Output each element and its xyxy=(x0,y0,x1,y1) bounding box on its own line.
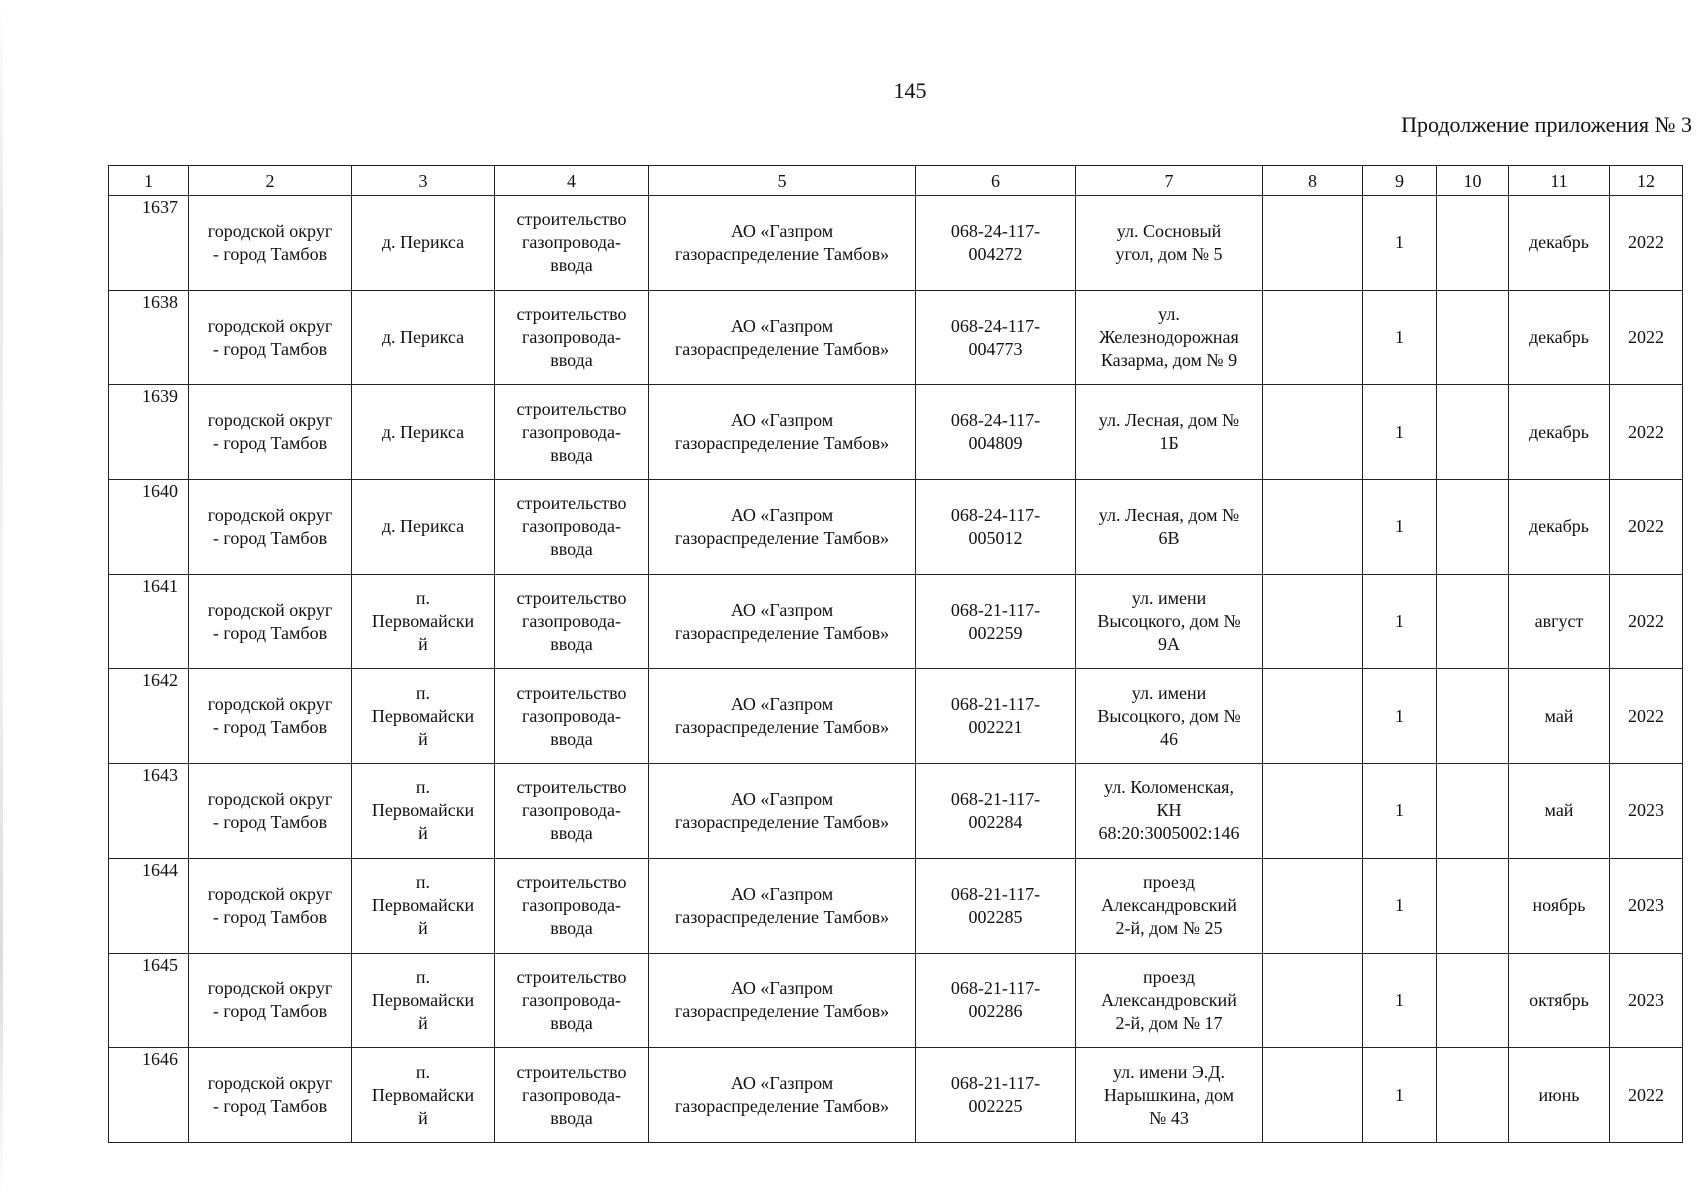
column-header: 10 xyxy=(1437,166,1509,196)
month-cell: декабрь xyxy=(1509,480,1610,575)
table-row xyxy=(109,953,1683,1048)
column-header: 6 xyxy=(916,166,1076,196)
row-number: 1640 xyxy=(109,480,189,575)
district-cell-line: - город Тамбов xyxy=(212,1096,328,1117)
work-type-cell-line: ввода xyxy=(550,1107,593,1128)
organization-cell-line: газораспределение Тамбов» xyxy=(674,906,890,927)
organization-cell xyxy=(649,480,916,575)
code-cell-line: 068-21-117- xyxy=(950,694,1041,715)
organization-cell-line: газораспределение Тамбов» xyxy=(674,527,890,548)
quantity-cell: 1 xyxy=(1363,764,1437,859)
code-cell xyxy=(916,385,1076,480)
code-cell-line: 068-21-117- xyxy=(950,1073,1041,1094)
code-cell xyxy=(916,858,1076,953)
district-cell-line: городской округ xyxy=(207,694,333,715)
row-number: 1646 xyxy=(109,1048,189,1143)
organization-cell-line: газораспределение Тамбов» xyxy=(674,243,890,264)
year-cell: 2023 xyxy=(1610,953,1683,1048)
address-cell-line: Высоцкого, дом № xyxy=(1097,705,1241,726)
column-8-cell xyxy=(1263,290,1363,385)
organization-cell-line: газораспределение Тамбов» xyxy=(674,622,890,643)
district-cell xyxy=(189,196,352,291)
code-cell-line: 068-21-117- xyxy=(950,978,1041,999)
month-cell: август xyxy=(1509,574,1610,669)
column-8-cell xyxy=(1263,764,1363,859)
work-type-cell-line: газопровода- xyxy=(521,1084,621,1105)
column-header: 8 xyxy=(1263,166,1363,196)
code-cell-line: 068-24-117- xyxy=(950,315,1041,336)
work-type-cell-line: газопровода- xyxy=(521,516,621,537)
work-type-cell-line: строительство xyxy=(516,493,627,514)
address-cell xyxy=(1076,764,1263,859)
work-type-cell-line: газопровода- xyxy=(521,611,621,632)
organization-cell-line: газораспределение Тамбов» xyxy=(674,338,890,359)
locality-cell-line: п. xyxy=(415,777,431,798)
table-row xyxy=(109,764,1683,859)
row-number: 1645 xyxy=(109,953,189,1048)
month-cell: июнь xyxy=(1509,1048,1610,1143)
district-cell-line: городской округ xyxy=(207,978,333,999)
locality-cell-line: д. Перикса xyxy=(381,232,465,253)
work-type-cell-line: ввода xyxy=(550,728,593,749)
table-row xyxy=(109,574,1683,669)
column-10-cell xyxy=(1437,385,1509,480)
address-cell-line: угол, дом № 5 xyxy=(1115,243,1223,264)
quantity-cell: 1 xyxy=(1363,858,1437,953)
work-type-cell-line: газопровода- xyxy=(521,800,621,821)
column-8-cell xyxy=(1263,953,1363,1048)
district-cell xyxy=(189,953,352,1048)
locality-cell xyxy=(352,764,495,859)
code-cell-line: 068-21-117- xyxy=(950,883,1041,904)
work-type-cell-line: строительство xyxy=(516,209,627,230)
organization-cell-line: АО «Газпром xyxy=(730,788,834,809)
column-10-cell xyxy=(1437,196,1509,291)
work-type-cell-line: газопровода- xyxy=(521,705,621,726)
code-cell xyxy=(916,480,1076,575)
work-type-cell-line: ввода xyxy=(550,444,593,465)
locality-cell xyxy=(352,574,495,669)
code-cell-line: 004809 xyxy=(968,433,1023,454)
work-type-cell xyxy=(495,858,649,953)
year-cell: 2022 xyxy=(1610,669,1683,764)
code-cell-line: 002284 xyxy=(968,811,1023,832)
organization-cell-line: АО «Газпром xyxy=(730,694,834,715)
year-cell: 2023 xyxy=(1610,858,1683,953)
year-cell: 2022 xyxy=(1610,196,1683,291)
table-row xyxy=(109,290,1683,385)
table-row xyxy=(109,480,1683,575)
district-cell-line: городской округ xyxy=(207,504,333,525)
column-10-cell xyxy=(1437,574,1509,669)
code-cell xyxy=(916,1048,1076,1143)
district-cell-line: городской округ xyxy=(207,1073,333,1094)
code-cell-line: 002225 xyxy=(968,1096,1023,1117)
column-header: 11 xyxy=(1509,166,1610,196)
work-type-cell xyxy=(495,480,649,575)
code-cell-line: 004773 xyxy=(968,338,1023,359)
code-cell-line: 002285 xyxy=(968,906,1023,927)
district-cell-line: городской округ xyxy=(207,220,333,241)
address-cell-line: Высоцкого, дом № xyxy=(1097,611,1241,632)
organization-cell xyxy=(649,953,916,1048)
code-cell-line: 005012 xyxy=(968,527,1023,548)
row-number: 1641 xyxy=(109,574,189,669)
district-cell-line: - город Тамбов xyxy=(212,243,328,264)
locality-cell xyxy=(352,1048,495,1143)
code-cell-line: 004272 xyxy=(968,243,1023,264)
code-cell xyxy=(916,196,1076,291)
work-type-cell-line: строительство xyxy=(516,304,627,325)
organization-cell-line: АО «Газпром xyxy=(730,599,834,620)
work-type-cell-line: ввода xyxy=(550,634,593,655)
column-8-cell xyxy=(1263,574,1363,669)
column-header: 3 xyxy=(352,166,495,196)
table-body xyxy=(109,196,1683,1143)
code-cell xyxy=(916,953,1076,1048)
quantity-cell: 1 xyxy=(1363,953,1437,1048)
code-cell-line: 002221 xyxy=(968,717,1023,738)
row-number: 1643 xyxy=(109,764,189,859)
work-type-cell xyxy=(495,385,649,480)
work-type-cell-line: ввода xyxy=(550,918,593,939)
work-type-cell-line: ввода xyxy=(550,539,593,560)
organization-cell xyxy=(649,290,916,385)
month-cell: ноябрь xyxy=(1509,858,1610,953)
work-type-cell-line: строительство xyxy=(516,398,627,419)
table-row xyxy=(109,1048,1683,1143)
address-cell-line: ул. имени xyxy=(1131,588,1207,609)
address-cell-line: 6В xyxy=(1158,527,1180,548)
address-cell-line: Александровский xyxy=(1101,989,1237,1010)
address-cell xyxy=(1076,385,1263,480)
code-cell xyxy=(916,669,1076,764)
organization-cell-line: АО «Газпром xyxy=(730,504,834,525)
address-cell xyxy=(1076,953,1263,1048)
code-cell-line: 002286 xyxy=(968,1001,1023,1022)
address-cell-line: Железнодорожная xyxy=(1099,327,1239,348)
code-cell-line: 068-24-117- xyxy=(950,220,1041,241)
locality-cell xyxy=(352,669,495,764)
locality-cell-line: й xyxy=(418,1012,428,1033)
quantity-cell: 1 xyxy=(1363,1048,1437,1143)
year-cell: 2022 xyxy=(1610,1048,1683,1143)
address-cell-line: ул. Сосновый xyxy=(1116,220,1222,241)
locality-cell-line: й xyxy=(418,728,428,749)
column-header: 12 xyxy=(1610,166,1683,196)
month-cell: декабрь xyxy=(1509,196,1610,291)
code-cell-line: 068-24-117- xyxy=(950,410,1041,431)
column-header: 2 xyxy=(189,166,352,196)
work-type-cell-line: ввода xyxy=(550,350,593,371)
district-cell xyxy=(189,858,352,953)
organization-cell-line: газораспределение Тамбов» xyxy=(674,1096,890,1117)
quantity-cell: 1 xyxy=(1363,385,1437,480)
code-cell-line: 068-21-117- xyxy=(950,788,1041,809)
address-cell xyxy=(1076,1048,1263,1143)
locality-cell-line: п. xyxy=(415,872,431,893)
organization-cell-line: газораспределение Тамбов» xyxy=(674,811,890,832)
column-8-cell xyxy=(1263,1048,1363,1143)
address-cell-line: проезд xyxy=(1142,872,1195,893)
column-10-cell xyxy=(1437,290,1509,385)
address-cell-line: ул. xyxy=(1158,304,1180,325)
address-cell xyxy=(1076,196,1263,291)
year-cell: 2022 xyxy=(1610,574,1683,669)
district-cell xyxy=(189,290,352,385)
work-type-cell-line: строительство xyxy=(516,777,627,798)
address-cell-line: ул. имени xyxy=(1131,682,1207,703)
work-type-cell xyxy=(495,196,649,291)
organization-cell-line: газораспределение Тамбов» xyxy=(674,717,890,738)
locality-cell-line: й xyxy=(418,823,428,844)
work-type-cell xyxy=(495,669,649,764)
district-cell-line: - город Тамбов xyxy=(212,433,328,454)
work-type-cell xyxy=(495,953,649,1048)
month-cell: декабрь xyxy=(1509,385,1610,480)
district-cell xyxy=(189,669,352,764)
address-cell-line: 2-й, дом № 25 xyxy=(1115,918,1223,939)
column-header: 1 xyxy=(109,166,189,196)
organization-cell xyxy=(649,858,916,953)
district-cell-line: городской округ xyxy=(207,599,333,620)
code-cell-line: 002259 xyxy=(968,622,1023,643)
locality-cell-line: Первомайски xyxy=(371,1084,475,1105)
column-header: 9 xyxy=(1363,166,1437,196)
address-cell-line: Александровский xyxy=(1101,895,1237,916)
district-cell xyxy=(189,574,352,669)
address-cell-line: ул. Лесная, дом № xyxy=(1098,410,1240,431)
work-type-cell-line: строительство xyxy=(516,588,627,609)
work-type-cell xyxy=(495,574,649,669)
organization-cell xyxy=(649,764,916,859)
table-row xyxy=(109,669,1683,764)
address-cell xyxy=(1076,480,1263,575)
district-cell-line: - город Тамбов xyxy=(212,717,328,738)
organization-cell-line: газораспределение Тамбов» xyxy=(674,1001,890,1022)
district-cell-line: - город Тамбов xyxy=(212,527,328,548)
address-cell-line: ул. Коломенская, xyxy=(1104,777,1234,798)
year-cell: 2023 xyxy=(1610,764,1683,859)
data-table xyxy=(108,165,1683,1143)
work-type-cell-line: ввода xyxy=(550,823,593,844)
row-number: 1642 xyxy=(109,669,189,764)
organization-cell-line: АО «Газпром xyxy=(730,978,834,999)
organization-cell-line: АО «Газпром xyxy=(730,410,834,431)
district-cell xyxy=(189,1048,352,1143)
district-cell xyxy=(189,385,352,480)
district-cell-line: - город Тамбов xyxy=(212,622,328,643)
code-cell xyxy=(916,574,1076,669)
locality-cell xyxy=(352,385,495,480)
column-8-cell xyxy=(1263,385,1363,480)
locality-cell xyxy=(352,858,495,953)
work-type-cell xyxy=(495,290,649,385)
quantity-cell: 1 xyxy=(1363,574,1437,669)
column-10-cell xyxy=(1437,953,1509,1048)
row-number: 1639 xyxy=(109,385,189,480)
quantity-cell: 1 xyxy=(1363,480,1437,575)
work-type-cell-line: строительство xyxy=(516,1061,627,1082)
work-type-cell-line: ввода xyxy=(550,1012,593,1033)
column-header: 4 xyxy=(495,166,649,196)
appendix-continuation-note: Продолжение приложения № 3 xyxy=(1401,112,1692,137)
organization-cell xyxy=(649,669,916,764)
locality-cell-line: й xyxy=(418,634,428,655)
work-type-cell xyxy=(495,1048,649,1143)
organization-cell-line: газораспределение Тамбов» xyxy=(674,433,890,454)
quantity-cell: 1 xyxy=(1363,669,1437,764)
address-cell-line: № 43 xyxy=(1149,1107,1189,1128)
address-cell-line: проезд xyxy=(1142,966,1195,987)
month-cell: май xyxy=(1509,669,1610,764)
column-10-cell xyxy=(1437,764,1509,859)
year-cell: 2022 xyxy=(1610,480,1683,575)
month-cell: май xyxy=(1509,764,1610,859)
district-cell-line: - город Тамбов xyxy=(212,906,328,927)
row-number: 1644 xyxy=(109,858,189,953)
column-8-cell xyxy=(1263,858,1363,953)
locality-cell-line: д. Перикса xyxy=(381,327,465,348)
table-row xyxy=(109,385,1683,480)
locality-cell-line: п. xyxy=(415,966,431,987)
month-cell: декабрь xyxy=(1509,290,1610,385)
locality-cell-line: п. xyxy=(415,682,431,703)
quantity-cell: 1 xyxy=(1363,290,1437,385)
organization-cell-line: АО «Газпром xyxy=(730,1073,834,1094)
work-type-cell-line: газопровода- xyxy=(521,232,621,253)
locality-cell xyxy=(352,953,495,1048)
address-cell-line: Нарышкина, дом xyxy=(1103,1084,1235,1105)
district-cell xyxy=(189,480,352,575)
column-8-cell xyxy=(1263,669,1363,764)
address-cell-line: ул. Лесная, дом № xyxy=(1098,504,1240,525)
work-type-cell-line: газопровода- xyxy=(521,327,621,348)
work-type-cell-line: строительство xyxy=(516,966,627,987)
code-cell xyxy=(916,764,1076,859)
code-cell-line: 068-24-117- xyxy=(950,504,1041,525)
address-cell xyxy=(1076,669,1263,764)
code-cell xyxy=(916,290,1076,385)
month-cell: октябрь xyxy=(1509,953,1610,1048)
address-cell-line: 1Б xyxy=(1159,433,1179,454)
quantity-cell: 1 xyxy=(1363,196,1437,291)
district-cell-line: - город Тамбов xyxy=(212,811,328,832)
column-10-cell xyxy=(1437,480,1509,575)
locality-cell-line: й xyxy=(418,1107,428,1128)
work-type-cell-line: газопровода- xyxy=(521,421,621,442)
district-cell-line: - город Тамбов xyxy=(212,1001,328,1022)
district-cell-line: городской округ xyxy=(207,410,333,431)
address-cell-line: ул. имени Э.Д. xyxy=(1112,1061,1226,1082)
organization-cell xyxy=(649,574,916,669)
locality-cell-line: Первомайски xyxy=(371,989,475,1010)
column-10-cell xyxy=(1437,858,1509,953)
address-cell xyxy=(1076,290,1263,385)
organization-cell-line: АО «Газпром xyxy=(730,220,834,241)
row-number: 1638 xyxy=(109,290,189,385)
column-8-cell xyxy=(1263,480,1363,575)
work-type-cell xyxy=(495,764,649,859)
column-header: 7 xyxy=(1076,166,1263,196)
address-cell-line: 2-й, дом № 17 xyxy=(1115,1012,1223,1033)
locality-cell-line: д. Перикса xyxy=(381,516,465,537)
district-cell-line: - город Тамбов xyxy=(212,338,328,359)
district-cell-line: городской округ xyxy=(207,883,333,904)
scan-edge xyxy=(0,0,3,1200)
table-row xyxy=(109,196,1683,291)
locality-cell-line: п. xyxy=(415,1061,431,1082)
header-row xyxy=(109,166,1683,196)
page-number: 145 xyxy=(893,78,927,103)
locality-cell xyxy=(352,480,495,575)
work-type-cell-line: ввода xyxy=(550,255,593,276)
address-cell-line: КН xyxy=(1156,800,1182,821)
district-cell-line: городской округ xyxy=(207,315,333,336)
locality-cell-line: п. xyxy=(415,588,431,609)
row-number: 1637 xyxy=(109,196,189,291)
column-8-cell xyxy=(1263,196,1363,291)
locality-cell-line: Первомайски xyxy=(371,800,475,821)
locality-cell-line: й xyxy=(418,918,428,939)
address-cell-line: 68:20:3005002:146 xyxy=(1098,823,1240,844)
work-type-cell-line: газопровода- xyxy=(521,989,621,1010)
organization-cell xyxy=(649,1048,916,1143)
organization-cell xyxy=(649,385,916,480)
year-cell: 2022 xyxy=(1610,290,1683,385)
district-cell xyxy=(189,764,352,859)
address-cell-line: 9А xyxy=(1158,634,1180,655)
locality-cell xyxy=(352,196,495,291)
address-cell xyxy=(1076,858,1263,953)
locality-cell-line: Первомайски xyxy=(371,895,475,916)
work-type-cell-line: газопровода- xyxy=(521,895,621,916)
address-cell-line: 46 xyxy=(1160,728,1178,749)
year-cell: 2022 xyxy=(1610,385,1683,480)
code-cell-line: 068-21-117- xyxy=(950,599,1041,620)
locality-cell-line: Первомайски xyxy=(371,611,475,632)
locality-cell-line: Первомайски xyxy=(371,705,475,726)
organization-cell-line: АО «Газпром xyxy=(730,883,834,904)
organization-cell xyxy=(649,196,916,291)
address-cell xyxy=(1076,574,1263,669)
column-10-cell xyxy=(1437,1048,1509,1143)
locality-cell-line: д. Перикса xyxy=(381,421,465,442)
table-row xyxy=(109,858,1683,953)
address-cell-line: Казарма, дом № 9 xyxy=(1100,350,1238,371)
locality-cell xyxy=(352,290,495,385)
column-10-cell xyxy=(1437,669,1509,764)
organization-cell-line: АО «Газпром xyxy=(730,315,834,336)
work-type-cell-line: строительство xyxy=(516,872,627,893)
work-type-cell-line: строительство xyxy=(516,682,627,703)
column-header: 5 xyxy=(649,166,916,196)
district-cell-line: городской округ xyxy=(207,788,333,809)
